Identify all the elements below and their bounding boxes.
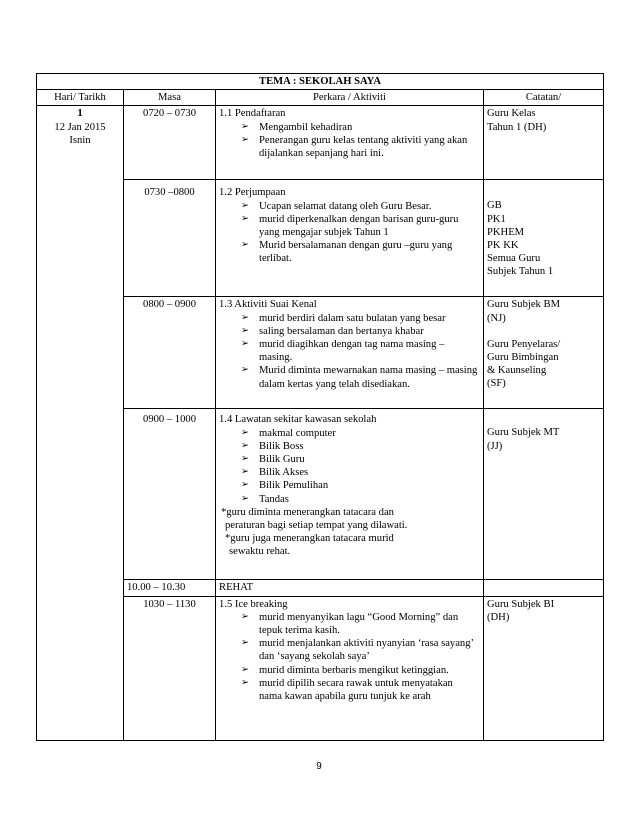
list-item: ➢ saling bersalaman dan bertanya khabar: [241, 325, 424, 337]
col-header-day: Hari/ Tarikh: [37, 90, 124, 106]
notes-cell: [484, 409, 604, 580]
note-line: PK KK: [487, 240, 519, 252]
list-item: ➢ Murid diminta mewarnakan nama masing – masing dalam kertas yang telah disediakan.: [241, 365, 478, 390]
time-cell: 0720 – 0730: [124, 106, 216, 180]
table-row: [37, 106, 604, 180]
notes-cell: [484, 180, 604, 297]
time-cell: 1030 – 1130: [124, 596, 216, 740]
note-line: PKHEM: [487, 226, 525, 238]
note-line: & Kaunseling: [487, 365, 547, 377]
note-line: PK1: [487, 213, 506, 225]
list-item: ➢ Bilik Akses: [241, 467, 309, 479]
activity-cell: [216, 180, 484, 297]
list-item: ➢ murid berdiri dalam satu bulatan yang besar: [241, 312, 446, 324]
arrow-bullet-icon: ➢: [241, 427, 249, 438]
list-item: ➢ Bilik Pemulihan: [241, 480, 329, 492]
activity-cell: [216, 596, 484, 740]
note-line: (NJ): [487, 312, 506, 324]
note-line: Guru Bimbingan: [487, 352, 559, 364]
arrow-bullet-icon: ➢: [241, 134, 249, 145]
arrow-bullet-icon: ➢: [241, 677, 249, 688]
arrow-bullet-icon: ➢: [241, 454, 249, 465]
note-line: (JJ): [487, 440, 503, 452]
arrow-bullet-icon: ➢: [241, 312, 249, 323]
note-text: peraturan bagi setiap tempat yang dilawati.: [225, 520, 408, 532]
arrow-bullet-icon: ➢: [241, 213, 249, 224]
time-cell: 10.00 – 10.30: [124, 580, 216, 596]
note-line: Guru Subjek MT: [487, 427, 560, 439]
note-line: Tahun 1 (DH): [487, 121, 547, 133]
activity-heading: 1.2 Perjumpaan: [219, 187, 286, 199]
col-header-notes: Catatan/: [484, 90, 604, 106]
list-item: ➢ Penerangan guru kelas tentang aktiviti yang akan dijalankan sepanjang hari ini.: [241, 134, 468, 160]
list-item: ➢ murid diperkenalkan dengan barisan guru-guru yang mengajar subjek Tahun 1: [241, 213, 459, 239]
activity-list: [219, 427, 480, 506]
activity-heading: 1.1 Pendaftaran: [219, 108, 286, 120]
notes-cell: [484, 596, 604, 740]
arrow-bullet-icon: ➢: [241, 440, 249, 451]
col-header-activity: Perkara / Aktiviti: [216, 90, 484, 106]
activity-list: [219, 312, 480, 391]
list-item: ➢ Ucapan selamat datang oleh Guru Besar.: [241, 200, 432, 212]
list-item: ➢ murid menyanyikan lagu “Good Morning” dan tepuk terima kasih.: [241, 611, 459, 637]
col-header-time: Masa: [124, 90, 216, 106]
list-item: ➢ Bilik Guru: [241, 454, 305, 466]
activity-heading: 1.5 Ice breaking: [219, 598, 288, 610]
note-line: Subjek Tahun 1: [487, 266, 554, 278]
note-line: GB: [487, 200, 502, 212]
arrow-bullet-icon: ➢: [241, 638, 249, 649]
note-line: Guru Subjek BI: [487, 598, 555, 610]
arrow-bullet-icon: ➢: [241, 325, 249, 336]
time-cell: 0900 – 1000: [124, 409, 216, 580]
arrow-bullet-icon: ➢: [241, 611, 249, 622]
day-weekday: Isnin: [69, 134, 91, 146]
day-number: 1: [77, 108, 83, 120]
notes-cell: [484, 580, 604, 596]
list-item: ➢ murid diagihkan dengan tag nama masing – masing.: [241, 339, 445, 364]
activity-heading: 1.3 Aktiviti Suai Kenal: [219, 299, 317, 311]
note-line: Guru Kelas: [487, 108, 536, 120]
activity-heading: 1.4 Lawatan sekitar kawasan sekolah: [219, 414, 377, 426]
list-item: ➢ murid diminta berbaris mengikut ketinggian.: [241, 664, 449, 676]
list-item: ➢ murid dipilih secara rawak untuk menyatakan: [241, 677, 453, 689]
notes-cell: [484, 297, 604, 409]
note-line: Guru Penyelaras/: [487, 338, 561, 350]
list-item: ➢ Mengambil kehadiran: [241, 121, 353, 133]
arrow-bullet-icon: ➢: [241, 240, 249, 251]
arrow-bullet-icon: ➢: [241, 121, 249, 132]
note-text: *guru diminta menerangkan tatacara dan: [221, 506, 394, 518]
list-item: ➢ Murid bersalamanan dengan guru –guru yang terlibat.: [241, 240, 453, 265]
note-line: (SF): [487, 378, 506, 390]
day-cell: [37, 106, 124, 740]
notes-cell: [484, 106, 604, 180]
schedule-table: [36, 73, 604, 741]
note-text: sewaktu rehat.: [229, 546, 291, 558]
arrow-bullet-icon: ➢: [241, 339, 249, 350]
note-line: Semua Guru: [487, 253, 541, 265]
time-cell: 0800 – 0900: [124, 297, 216, 409]
arrow-bullet-icon: ➢: [241, 664, 249, 675]
title-row: [37, 74, 604, 90]
activity-tail: nama kawan apabila guru tunjuk ke arah: [259, 691, 431, 703]
note-text: *guru juga menerangkan tatacara murid: [225, 533, 394, 545]
activity-cell: REHAT: [216, 580, 484, 596]
arrow-bullet-icon: ➢: [241, 480, 249, 491]
activity-cell: [216, 106, 484, 180]
arrow-bullet-icon: ➢: [241, 493, 249, 504]
arrow-bullet-icon: ➢: [241, 467, 249, 478]
arrow-bullet-icon: ➢: [241, 365, 249, 376]
note-line: Guru Subjek BM: [487, 299, 560, 311]
arrow-bullet-icon: ➢: [241, 200, 249, 211]
activity-list: [219, 121, 480, 161]
time-cell: 0730 –0800: [124, 180, 216, 297]
day-date: 12 Jan 2015: [54, 121, 106, 133]
list-item: ➢ Tandas: [241, 493, 289, 505]
list-item: ➢ murid menjalankan aktiviti nyanyian ‘rasa sayang’ dan ‘sayang sekolah saya’: [241, 638, 474, 663]
activity-cell: [216, 409, 484, 580]
table-title: TEMA : SEKOLAH SAYA: [37, 74, 604, 90]
list-item: ➢ makmal computer: [241, 427, 336, 439]
activity-list: [219, 200, 480, 266]
activity-list: [219, 611, 480, 690]
activity-cell: [216, 297, 484, 409]
list-item: ➢ Bilik Boss: [241, 440, 304, 452]
page-number: 9: [316, 761, 322, 772]
header-row: [37, 90, 604, 106]
note-line: (DH): [487, 611, 510, 623]
